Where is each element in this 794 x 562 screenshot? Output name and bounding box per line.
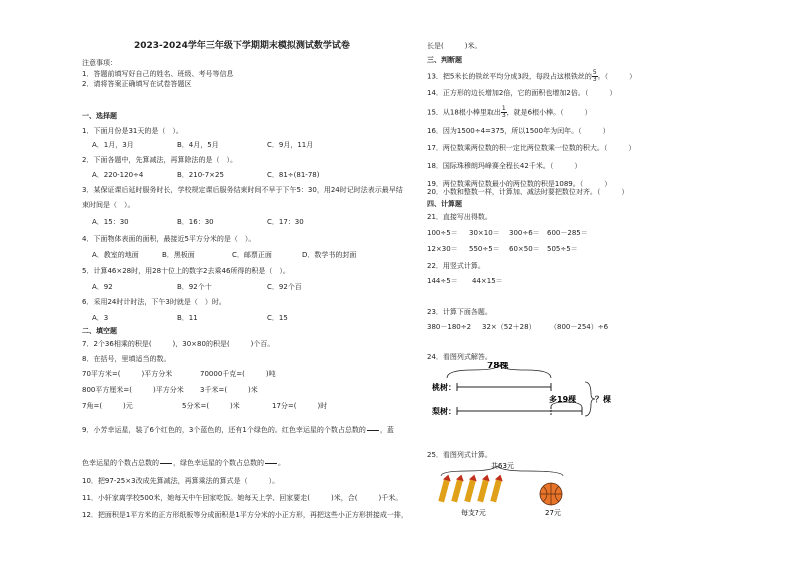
- pencil-icon: [464, 474, 478, 503]
- pencil-icon: [438, 474, 452, 503]
- question-stem: 5．计算46×28时，用28十位上的数字2去乘46所得的积是（ ）。: [82, 267, 290, 275]
- pencil-icon: [490, 474, 504, 503]
- question-stem: 7．2个36相乘的积是( )，30×80的积是( )个百。: [82, 340, 275, 348]
- judge-item: 20．小数和整数一样，计算加、减法时要把数位对齐。（ ）: [427, 188, 629, 196]
- question-stem: 12．把面积是1平方米的正方形纸板等分成面积是1平方分米的小正方形，再把这些小正方形拼接成一排，: [82, 511, 408, 519]
- option-a: A．92: [92, 283, 113, 291]
- fraction-numerator: 1: [501, 105, 506, 112]
- pencil-icon: [477, 474, 491, 503]
- option-c: C．17：30: [267, 218, 304, 226]
- option-b: B．黑板面: [162, 251, 195, 259]
- notes-item: 1．答题前填写好自己的姓名、班级、考号等信息: [82, 70, 234, 78]
- fraction-blank: [264, 455, 278, 471]
- notes-item: 2．请将答案正确填写在试卷答题区: [82, 80, 192, 88]
- option-c: C．92个百: [267, 283, 302, 291]
- question-stem: 2．下面各题中，先算减法，再算除法的是（ ）。: [82, 156, 237, 164]
- fill-item: 5分米=( )米: [182, 402, 240, 410]
- judge-item: 14．正方形的边长增加2倍，它的面积也增加2倍。（ ）: [427, 89, 617, 97]
- fill-item: 70000千克=( )吨: [200, 370, 276, 378]
- row1-label: 桃树：: [432, 383, 456, 392]
- section-heading: 二、填空题: [82, 327, 117, 335]
- question-stem: 11．小轩家离学校500米，她每天中午回家吃饭。她每天上学、回家要走( )米，合( )千米。: [82, 494, 403, 502]
- q9-text: ，绿色幸运星的个数占总数的: [173, 459, 264, 467]
- fraction-blank: [159, 455, 173, 471]
- fill-item: 70平方米=( )平方分米: [82, 370, 173, 378]
- fraction-denominator: 3: [592, 76, 597, 83]
- option-b: B．11: [177, 314, 198, 322]
- question-stem: 1．下面月份是31天的是（ ）。: [82, 127, 183, 135]
- q9-text: 9．小芳幸运星，装了6个红色的，3个蓝色的，还有1个绿色的。红色幸运星的个数占总数的: [82, 426, 366, 434]
- fraction-blank: [366, 422, 380, 438]
- judge-text: 13．把5米长的铁丝平均分成3段，每段占这根铁丝的: [427, 72, 592, 81]
- judge-text: ，就是6根小棒。（ ）: [506, 108, 592, 117]
- question-stem: 23．计算下面各题。: [427, 308, 492, 316]
- judge-text: 15．从18根小棒里取出: [427, 108, 501, 117]
- option-a: A．220-120÷4: [92, 171, 144, 179]
- question-stem: 10．把97-25×3改成先算减法，再算乘法的算式是（ ）。: [82, 477, 280, 485]
- question-stem: 6．采用24时计时法，下午3时就是（ ）时。: [82, 298, 226, 306]
- question-stem: 8．在括号，里填适当的数。: [82, 355, 171, 363]
- fill-item: 800平方厘米=( )平方分米: [82, 386, 184, 394]
- fraction-denominator: 3: [501, 112, 506, 119]
- option-a: A．1月，3月: [92, 141, 134, 149]
- option-b: B．210-7×25: [177, 171, 224, 179]
- option-b: B．92个十: [177, 283, 212, 291]
- question-stem: 24．看图列式解答。: [427, 353, 492, 361]
- option-b: B．4月，5月: [177, 141, 219, 149]
- calc-item: 60×50＝: [509, 245, 540, 253]
- q24-segment-diagram: [427, 362, 627, 422]
- calc-item: 550÷5＝: [469, 245, 500, 253]
- calc-item: 600－285＝: [547, 229, 588, 237]
- calc-item: 144÷5＝: [427, 277, 458, 285]
- pencil-icon: [451, 474, 465, 503]
- calc-item: 300÷6＝: [509, 229, 540, 237]
- option-c: C．邮票正面: [232, 251, 272, 259]
- page-title: 2023-2024学年三年级下学期期末模拟测试数学试卷: [134, 41, 350, 51]
- judge-item: [427, 106, 592, 119]
- calc-item: （800－254）÷6: [550, 323, 609, 331]
- calc-item: 30×10＝: [469, 229, 500, 237]
- calc-item: 44×15＝: [472, 277, 503, 285]
- right-brace: [585, 382, 595, 416]
- option-a: A．15：30: [92, 218, 129, 226]
- option-d: D．数学书的封面: [302, 251, 357, 259]
- q9-text: 。: [278, 459, 285, 467]
- option-c: C．81÷(81-78): [267, 171, 320, 179]
- pencil-price-label: 每支?元: [461, 509, 486, 517]
- fill-item: 7角=( )元: [82, 402, 133, 410]
- question-stem-cont: 束时间是（ ）。: [82, 201, 135, 209]
- fraction-numerator: 5: [592, 69, 597, 76]
- section-heading: 三、判断题: [427, 56, 462, 64]
- judge-item: [427, 70, 636, 83]
- judge-item: 19．两位数乘两位数最小的两位数的积是1089。（ ）: [427, 180, 612, 188]
- option-a: A．教室的地面: [92, 251, 139, 259]
- option-b: B．16：30: [177, 218, 214, 226]
- fill-item: 17分=( )时: [272, 402, 328, 410]
- calc-item: 380－180÷2: [427, 323, 472, 331]
- option-c: C．9月，11月: [267, 141, 314, 149]
- question-stem-cont: 长是( )米。: [427, 42, 482, 50]
- top-brace-label: 78棵: [487, 362, 509, 371]
- notes-heading: 注意事项：: [82, 59, 117, 67]
- option-a: A．3: [92, 314, 109, 322]
- question-stem: 3．某保证课后延时服务时长，学校规定课后服务结束时间不早于下午5：30，用24时记时法表示最早结: [82, 186, 403, 194]
- judge-item: 16．因为1500÷4=375，所以1500年为闰年。（ ）: [427, 127, 610, 135]
- fill-item: 3千米=( )米: [200, 386, 258, 394]
- diff-label: 多19棵: [549, 395, 577, 404]
- question-stem: 21．直接写出得数。: [427, 213, 492, 221]
- judge-item: 17．两位数乘两位数的积一定比两位数乘一位数的积大。（ ）: [427, 144, 636, 152]
- basketball-icon: [540, 483, 562, 505]
- question-stem: 22．用竖式计算。: [427, 262, 485, 270]
- row2-label: 梨树：: [432, 407, 456, 416]
- section-heading: 一、选择题: [82, 112, 117, 120]
- option-c: C．15: [267, 314, 288, 322]
- question-stem-cont: [82, 455, 285, 471]
- judge-text: 。（ ）: [597, 72, 637, 81]
- total-label: 共63元: [491, 462, 514, 470]
- calc-item: 505÷5＝: [547, 245, 578, 253]
- q9-text: 色幸运星的个数占总数的: [82, 459, 159, 467]
- question-stem: [82, 422, 394, 438]
- question-label: ？棵: [595, 395, 611, 404]
- q25-figure: [427, 460, 607, 520]
- calc-item: 100÷5＝: [427, 229, 458, 237]
- ball-price-label: 27元: [545, 509, 561, 517]
- q9-text: ，蓝: [379, 426, 394, 434]
- calc-item: 12×30＝: [427, 245, 458, 253]
- question-stem: 25．看图列式计算。: [427, 451, 492, 459]
- calc-item: 32×（52＋28）: [482, 323, 536, 331]
- question-stem: 4．下面物体表面的面积，最接近5平方分米的是（ ）。: [82, 235, 256, 243]
- judge-item: 18．国际珠穆朗玛峰赛全程长42千米。（ ）: [427, 162, 582, 170]
- section-heading: 四、计算题: [427, 200, 462, 208]
